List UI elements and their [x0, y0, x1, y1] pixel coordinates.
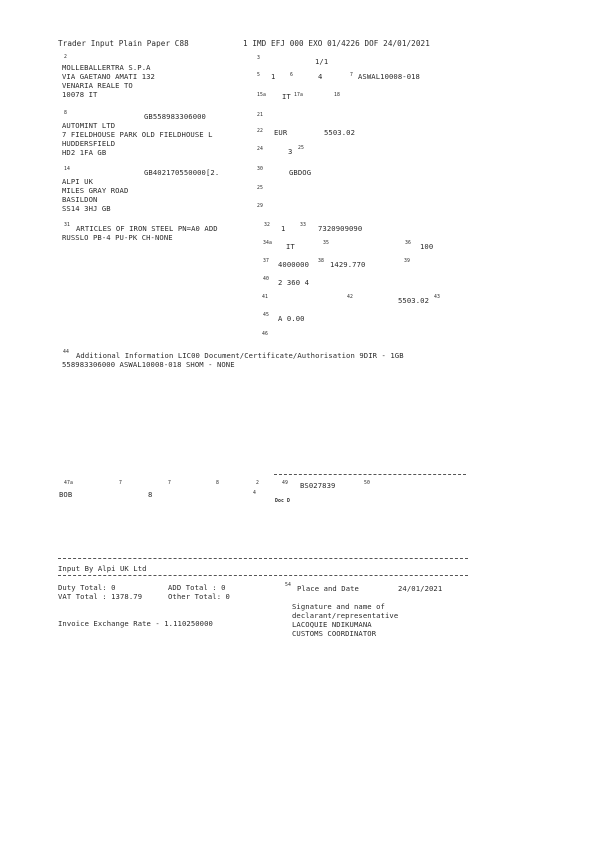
box-43-number: 43 [434, 295, 440, 300]
place-and-date-label: Place and Date [297, 584, 359, 593]
box-49-number: 49 [282, 481, 288, 486]
box-label: 8 [216, 481, 219, 486]
other-total: Other Total: 0 [168, 592, 230, 601]
box-21-number: 21 [257, 113, 263, 118]
box-22-number: 22 [257, 129, 263, 134]
box-46-number: 46 [262, 332, 268, 337]
box-35-number: 35 [323, 241, 329, 246]
box-37-number: 37 [263, 259, 269, 264]
box-7-number: 7 [350, 73, 353, 78]
declarant-title: CUSTOMS COORDINATOR [292, 629, 377, 638]
document-header-title: Trader Input Plain Paper C88 [58, 39, 189, 48]
commodity-code: 7320909090 [318, 224, 363, 233]
footer-divider-bottom [58, 575, 468, 576]
box-label: 7 [119, 481, 122, 486]
add-total: ADD Total : 0 [168, 583, 226, 592]
item-number: 1 [281, 224, 286, 233]
box-54-number: 54 [285, 583, 291, 588]
box-44-number: 44 [63, 350, 69, 355]
consignor-line: MOLLEBALLERTRA S.P.A [62, 63, 151, 72]
signature-line: declarant/representative [292, 611, 399, 620]
forms-value: 1/1 [315, 57, 329, 66]
box-17a-number: 17a [294, 93, 303, 98]
previous-document: 2 360 4 [278, 278, 309, 287]
box-25-number-b: 25 [257, 186, 263, 191]
box-34a-number: 34a [263, 241, 272, 246]
goods-description: ARTICLES OF IRON STEEL PN=A0 ADD [76, 224, 218, 233]
declarant-line: MILES GRAY ROAD [62, 186, 129, 195]
box-30-number: 30 [257, 167, 263, 172]
box-41-number: 41 [262, 295, 268, 300]
procedure-code: 4000000 [278, 260, 309, 269]
declarant-line: ALPI UK [62, 177, 93, 186]
box-label: 7 [168, 481, 171, 486]
box-32-number: 32 [264, 223, 270, 228]
box-15a-number: 15a [257, 93, 266, 98]
invoice-exchange-rate: Invoice Exchange Rate - 1.110250000 [58, 619, 213, 628]
item-price: 5503.02 [398, 296, 429, 305]
doc-label: Doc D [275, 499, 290, 504]
footer-divider-top [58, 558, 468, 559]
additional-information-line-2: 558983306000 ASWAL10008-018 SHOM - NONE [62, 360, 235, 369]
declarant-eori: GB402170550000[2. [144, 168, 220, 177]
country-of-dispatch-value: IT [282, 92, 291, 101]
box-18-number: 18 [334, 93, 340, 98]
signature-line: Signature and name of [292, 602, 385, 611]
preference-value: 100 [420, 242, 434, 251]
box-29-number: 29 [257, 204, 263, 209]
duty-total: Duty Total: 0 [58, 583, 116, 592]
declarant-name: LACOQUIE NDIKUMANA [292, 620, 372, 629]
box-14-number: 14 [64, 167, 70, 172]
location-of-goods: GBDOG [289, 168, 312, 177]
place-and-date-value: 24/01/2021 [398, 584, 443, 593]
box-label: 2 [256, 481, 259, 486]
document-header-reference: 1 IMD EFJ 000 EXO 01/4226 DOF 24/01/2021 [243, 39, 430, 48]
box-40-number: 40 [263, 277, 269, 282]
box-45-number: 45 [263, 313, 269, 318]
section-divider [274, 474, 466, 475]
consignor-line: 10078 IT [62, 90, 98, 99]
calculation-value: 8 [148, 490, 153, 499]
net-mass: 1429.770 [330, 260, 366, 269]
reference-number-value: ASWAL10008-018 [358, 72, 420, 81]
nature-of-transaction: 3 [288, 147, 293, 156]
calculation-type: BOB [59, 490, 73, 499]
box-24-number: 24 [257, 147, 263, 152]
box-5-number: 5 [257, 73, 260, 78]
consignee-line: AUTOMINT LTD [62, 121, 116, 130]
goods-description-line-2: RUSSLO PB-4 PU-PK CH-NONE [62, 233, 173, 242]
box-39-number: 39 [404, 259, 410, 264]
vat-total: VAT Total : 1378.79 [58, 592, 143, 601]
calculation-small-value: 4 [253, 491, 256, 496]
consignee-eori: GB558983306000 [144, 112, 206, 121]
box-50-number: 50 [364, 481, 370, 486]
packages-value: 4 [318, 72, 323, 81]
additional-information: Additional Information LIC00 Document/Certificate/Authorisation 9DIR - 1GB [76, 351, 404, 360]
country-of-origin: IT [286, 242, 295, 251]
input-by: Input By Alpi UK Ltd [58, 564, 147, 573]
box-33-number: 33 [300, 223, 306, 228]
invoice-total: 5503.02 [324, 128, 355, 137]
consignee-line: HUDDERSFIELD [62, 139, 116, 148]
declarant-line: BASILDON [62, 195, 98, 204]
invoice-currency: EUR [274, 128, 288, 137]
box-31-number: 31 [64, 223, 70, 228]
consignor-line: VENARIA REALE TO [62, 81, 133, 90]
box-42-number: 42 [347, 295, 353, 300]
box-6-number: 6 [290, 73, 293, 78]
box-3-number: 3 [257, 56, 260, 61]
consignor-line: VIA GAETANO AMATI 132 [62, 72, 155, 81]
box-36-number: 36 [405, 241, 411, 246]
consignee-line: 7 FIELDHOUSE PARK OLD FIELDHOUSE L [62, 130, 213, 139]
box-8-number: 8 [64, 111, 67, 116]
consignee-line: HD2 1FA GB [62, 148, 107, 157]
items-value: 1 [271, 72, 276, 81]
box-47a-number: 47a [64, 481, 73, 486]
box-2-number: 2 [64, 55, 67, 60]
box-25-number: 25 [298, 146, 304, 151]
declarant-line: SS14 3HJ GB [62, 204, 111, 213]
box-38-number: 38 [318, 259, 324, 264]
warehouse-identification: BS027839 [300, 481, 336, 490]
adjustment-value: A 0.00 [278, 314, 305, 323]
